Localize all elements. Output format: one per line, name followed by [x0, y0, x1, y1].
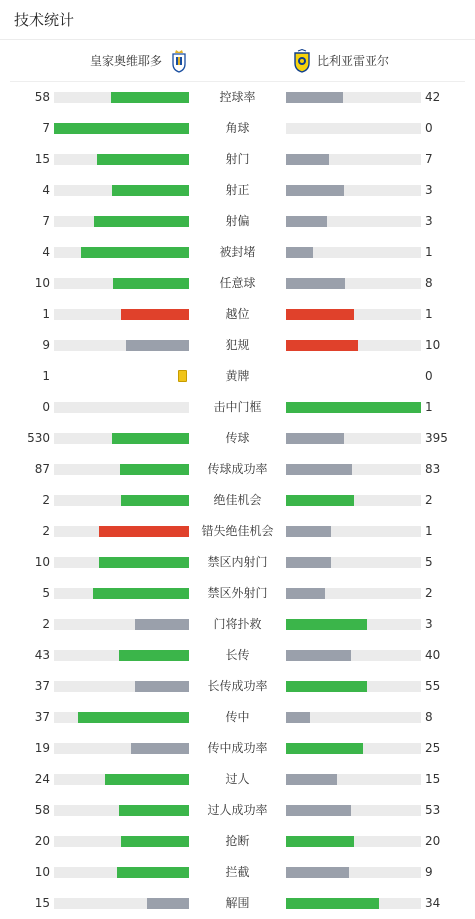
stat-row	[0, 609, 475, 640]
home-stat-bar-fill	[117, 867, 189, 878]
stat-label: 击中门框	[213, 400, 262, 414]
away-stat-bar	[286, 185, 421, 196]
home-stat-bar-fill	[54, 123, 189, 134]
stat-row	[0, 826, 475, 857]
home-stat-bar-fill	[94, 216, 189, 227]
home-stat-bar-fill	[147, 898, 189, 909]
stat-label: 抢断	[225, 834, 250, 848]
away-stat-bar	[286, 371, 421, 382]
stat-row	[0, 113, 475, 144]
stat-row	[0, 423, 475, 454]
home-stat-bar	[54, 309, 189, 320]
away-stat-value: 9	[425, 865, 433, 879]
home-stat-value: 7	[42, 214, 50, 228]
stat-row	[0, 330, 475, 361]
home-stat-bar	[54, 433, 189, 444]
home-stat-bar-fill	[105, 774, 189, 785]
away-stat-bar	[286, 309, 421, 320]
away-stat-value: 34	[425, 896, 441, 910]
stat-label: 黄牌	[225, 369, 250, 383]
away-stat-bar	[286, 526, 421, 537]
away-stat-bar-fill	[286, 402, 421, 413]
stat-row	[0, 454, 475, 485]
away-stat-value: 1	[425, 245, 433, 259]
stat-row	[0, 888, 475, 919]
home-stat-bar	[54, 216, 189, 227]
stat-row	[0, 299, 475, 330]
away-stat-bar	[286, 278, 421, 289]
home-stat-bar	[54, 743, 189, 754]
away-stat-bar-fill	[286, 836, 354, 847]
away-stat-value: 3	[425, 183, 433, 197]
away-stat-value: 10	[425, 338, 441, 352]
stat-row	[0, 547, 475, 578]
home-stat-bar-fill	[135, 619, 189, 630]
away-stat-bar-fill	[286, 619, 367, 630]
home-stat-bar	[54, 898, 189, 909]
away-stat-bar	[286, 557, 421, 568]
stat-label: 射正	[225, 183, 250, 197]
away-stat-value: 0	[425, 121, 433, 135]
home-stat-bar	[54, 681, 189, 692]
stat-label: 传中	[225, 710, 250, 724]
away-stat-bar	[286, 247, 421, 258]
away-stat-bar-fill	[286, 247, 313, 258]
away-stat-value: 25	[425, 741, 441, 755]
away-stat-bar-fill	[286, 526, 331, 537]
home-stat-bar	[54, 185, 189, 196]
yellow-card-icon	[178, 370, 187, 382]
away-stat-value: 7	[425, 152, 433, 166]
home-stat-bar	[54, 526, 189, 537]
home-stat-value: 2	[42, 493, 50, 507]
home-stat-bar-fill	[121, 836, 189, 847]
away-stat-value: 3	[425, 617, 433, 631]
away-stat-bar-fill	[286, 278, 345, 289]
home-stat-value: 530	[27, 431, 50, 445]
home-stat-value: 19	[34, 741, 50, 755]
stat-label: 解围	[225, 896, 250, 910]
home-stat-bar-fill	[121, 495, 189, 506]
home-stat-bar-fill	[131, 743, 189, 754]
home-stat-value: 1	[42, 369, 50, 383]
away-stat-bar-fill	[286, 650, 351, 661]
away-stat-bar	[286, 650, 421, 661]
away-stat-bar-fill	[286, 309, 354, 320]
away-stat-bar-fill	[286, 712, 310, 723]
away-team-name: 比利亚雷亚尔	[317, 54, 390, 68]
home-stat-value: 4	[42, 183, 50, 197]
away-stat-bar	[286, 433, 421, 444]
page-title: 技术统计	[14, 11, 75, 29]
away-stat-bar	[286, 402, 421, 413]
away-stat-bar-fill	[286, 867, 349, 878]
home-stat-bar	[54, 123, 189, 134]
away-stat-bar-fill	[286, 681, 367, 692]
stat-row	[0, 640, 475, 671]
away-stat-value: 8	[425, 710, 433, 724]
stat-row	[0, 857, 475, 888]
home-stat-value: 15	[34, 896, 50, 910]
away-stat-bar-fill	[286, 92, 343, 103]
home-stat-bar	[54, 805, 189, 816]
home-team-name: 皇家奥维耶多	[90, 54, 163, 68]
home-stat-value: 87	[34, 462, 50, 476]
away-stat-value: 395	[425, 431, 448, 445]
away-stat-bar-fill	[286, 743, 363, 754]
stat-label: 长传成功率	[207, 679, 268, 693]
home-stat-bar-fill	[113, 278, 189, 289]
home-stat-value: 15	[34, 152, 50, 166]
away-stat-value: 83	[425, 462, 441, 476]
home-stat-bar-fill	[99, 526, 189, 537]
away-stat-value: 1	[425, 400, 433, 414]
away-stat-bar	[286, 681, 421, 692]
stat-label: 传球	[225, 431, 250, 445]
away-stat-value: 55	[425, 679, 441, 693]
home-stat-bar	[54, 619, 189, 630]
home-stat-bar	[54, 371, 189, 382]
stat-label: 过人成功率	[207, 803, 268, 817]
away-stat-bar-fill	[286, 433, 344, 444]
away-stat-bar-fill	[286, 340, 358, 351]
stat-label: 绝佳机会	[213, 493, 262, 507]
home-stat-bar-fill	[119, 650, 189, 661]
stat-label: 任意球	[219, 276, 256, 290]
home-stat-value: 1	[42, 307, 50, 321]
stat-label: 射偏	[225, 214, 250, 228]
stat-row	[0, 733, 475, 764]
away-team[interactable]	[293, 40, 389, 81]
stat-label: 错失绝佳机会	[201, 524, 274, 538]
stat-row	[0, 82, 475, 113]
stat-row	[0, 702, 475, 733]
home-stat-bar	[54, 774, 189, 785]
home-stat-bar-fill	[99, 557, 189, 568]
stat-row	[0, 392, 475, 423]
away-stat-bar	[286, 123, 421, 134]
home-stat-bar-fill	[111, 92, 189, 103]
away-stat-bar-fill	[286, 464, 352, 475]
away-stat-bar-fill	[286, 216, 327, 227]
away-stat-bar	[286, 836, 421, 847]
stat-label: 门将扑救	[213, 617, 262, 631]
away-stat-bar	[286, 154, 421, 165]
stat-label: 过人	[225, 772, 250, 786]
away-stat-value: 20	[425, 834, 441, 848]
stat-row	[0, 671, 475, 702]
away-stat-bar-fill	[286, 185, 344, 196]
stat-row	[0, 237, 475, 268]
home-stat-bar	[54, 402, 189, 413]
stat-row	[0, 268, 475, 299]
away-stat-value: 5	[425, 555, 433, 569]
stat-label: 传球成功率	[207, 462, 268, 476]
home-stat-bar	[54, 867, 189, 878]
home-stat-value: 5	[42, 586, 50, 600]
away-stat-value: 1	[425, 524, 433, 538]
real-oviedo-crest-icon	[170, 49, 188, 73]
home-team[interactable]	[90, 40, 188, 81]
home-stat-bar-fill	[93, 588, 189, 599]
away-stat-bar	[286, 495, 421, 506]
stat-label: 禁区内射门	[207, 555, 268, 569]
villarreal-crest-icon	[293, 49, 311, 73]
away-stat-bar	[286, 92, 421, 103]
stat-row	[0, 764, 475, 795]
home-stat-bar	[54, 557, 189, 568]
home-stat-bar	[54, 712, 189, 723]
away-stat-bar	[286, 619, 421, 630]
home-stat-value: 58	[34, 803, 50, 817]
home-stat-value: 2	[42, 617, 50, 631]
away-stat-bar-fill	[286, 805, 351, 816]
away-stat-value: 40	[425, 648, 441, 662]
stat-row	[0, 175, 475, 206]
stat-row	[0, 578, 475, 609]
home-stat-value: 9	[42, 338, 50, 352]
home-stat-bar	[54, 92, 189, 103]
stat-label: 角球	[225, 121, 250, 135]
home-stat-bar-fill	[126, 340, 189, 351]
away-stat-bar-fill	[286, 898, 379, 909]
stat-label: 射门	[225, 152, 250, 166]
away-stat-value: 0	[425, 369, 433, 383]
home-stat-value: 24	[34, 772, 50, 786]
away-stat-bar-fill	[286, 154, 329, 165]
stat-row	[0, 144, 475, 175]
home-stat-value: 4	[42, 245, 50, 259]
stat-label: 传中成功率	[207, 741, 268, 755]
away-stat-bar	[286, 898, 421, 909]
away-stat-bar	[286, 464, 421, 475]
home-stat-value: 7	[42, 121, 50, 135]
home-stat-value: 10	[34, 865, 50, 879]
away-stat-bar-fill	[286, 588, 325, 599]
home-stat-value: 0	[42, 400, 50, 414]
away-stat-bar	[286, 805, 421, 816]
home-stat-bar-fill	[112, 433, 189, 444]
away-stat-bar	[286, 743, 421, 754]
stat-label: 犯规	[225, 338, 250, 352]
home-stat-value: 43	[34, 648, 50, 662]
home-stat-value: 58	[34, 90, 50, 104]
stat-label: 被封堵	[219, 245, 256, 259]
stat-row	[0, 795, 475, 826]
away-stat-bar	[286, 867, 421, 878]
away-stat-bar	[286, 340, 421, 351]
home-stat-bar-fill	[97, 154, 189, 165]
stat-row	[0, 516, 475, 547]
home-stat-value: 20	[34, 834, 50, 848]
away-stat-value: 53	[425, 803, 441, 817]
away-stat-value: 42	[425, 90, 441, 104]
away-stat-bar-fill	[286, 557, 331, 568]
home-stat-bar	[54, 495, 189, 506]
away-stat-value: 1	[425, 307, 433, 321]
away-stat-bar	[286, 774, 421, 785]
home-stat-bar	[54, 154, 189, 165]
stats-header	[0, 0, 475, 40]
home-stat-bar	[54, 650, 189, 661]
home-stat-bar-fill	[121, 309, 189, 320]
stat-row	[0, 485, 475, 516]
home-stat-bar	[54, 464, 189, 475]
away-stat-bar-fill	[286, 495, 354, 506]
home-stat-value: 10	[34, 276, 50, 290]
stat-label: 长传	[225, 648, 250, 662]
home-stat-bar-fill	[112, 185, 189, 196]
home-stat-bar-fill	[119, 805, 189, 816]
away-stat-value: 2	[425, 493, 433, 507]
home-stat-bar-fill	[135, 681, 189, 692]
away-stat-bar	[286, 712, 421, 723]
away-stat-bar-fill	[286, 774, 337, 785]
stat-label: 禁区外射门	[207, 586, 268, 600]
stat-label: 控球率	[219, 90, 256, 104]
home-stat-bar-fill	[78, 712, 189, 723]
stat-row	[0, 206, 475, 237]
away-stat-bar	[286, 216, 421, 227]
stat-label: 拦截	[225, 865, 250, 879]
home-stat-bar	[54, 247, 189, 258]
away-stat-value: 8	[425, 276, 433, 290]
teams-header	[10, 40, 465, 82]
away-stat-value: 15	[425, 772, 441, 786]
away-stat-bar	[286, 588, 421, 599]
home-stat-bar	[54, 340, 189, 351]
away-stat-value: 3	[425, 214, 433, 228]
home-stat-bar	[54, 278, 189, 289]
stat-row	[0, 361, 475, 392]
away-stat-value: 2	[425, 586, 433, 600]
home-stat-bar-fill	[120, 464, 189, 475]
home-stat-value: 37	[34, 679, 50, 693]
home-stat-value: 37	[34, 710, 50, 724]
stat-label: 越位	[225, 307, 250, 321]
home-stat-bar	[54, 836, 189, 847]
home-stat-bar	[54, 588, 189, 599]
home-stat-value: 2	[42, 524, 50, 538]
home-stat-value: 10	[34, 555, 50, 569]
home-stat-bar-fill	[81, 247, 189, 258]
